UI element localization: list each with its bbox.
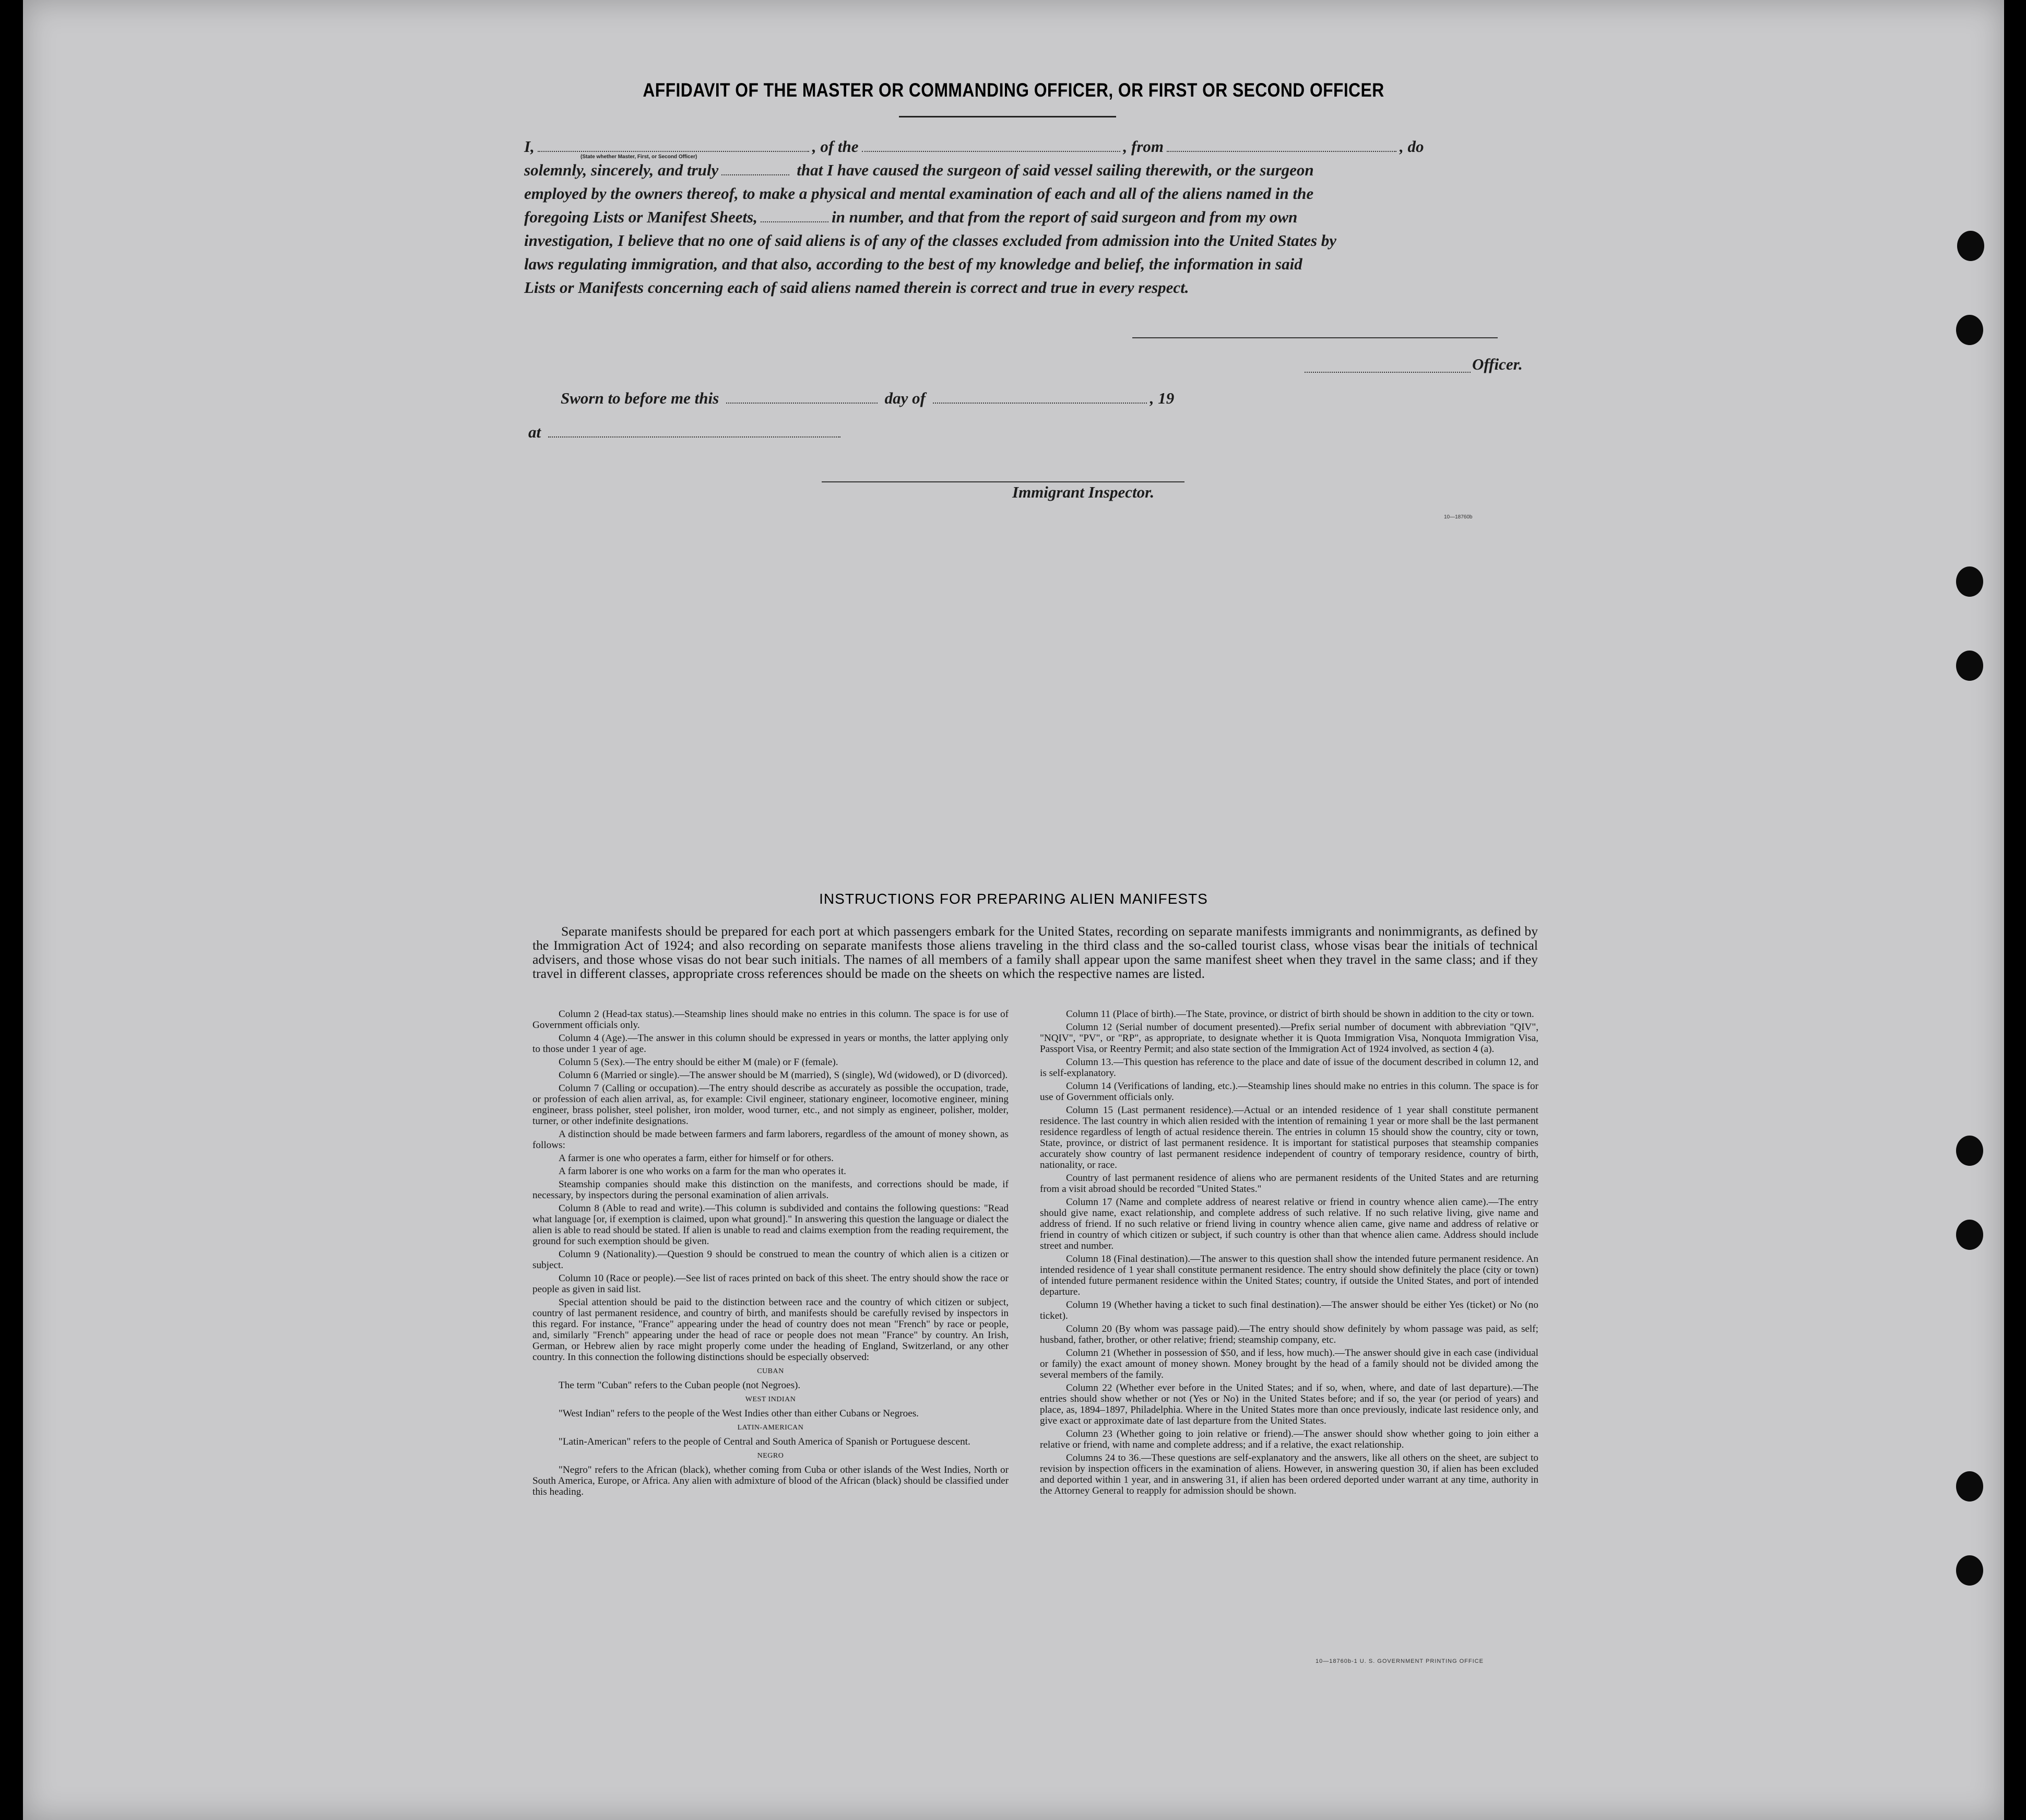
punch-hole [1957, 231, 1984, 261]
instruction-paragraph: Column 19 (Whether having a ticket to such final destination).—The answer should be either Yes (ticket) or No (no ticket). [1040, 1299, 1538, 1321]
instructions-title: INSTRUCTIONS FOR PREPARING ALIEN MANIFESTS [819, 891, 1208, 907]
affidavit-line-5 [524, 229, 1537, 252]
sworn-month-field[interactable] [933, 403, 1147, 404]
affidavit-line-3 [524, 182, 1537, 205]
punch-hole [1956, 651, 1983, 681]
instructions-right-column [1040, 1009, 1538, 1498]
punch-hole [1956, 566, 1983, 597]
inspector-signature-line[interactable] [822, 481, 1184, 482]
instruction-paragraph: Column 20 (By whom was passage paid).—The entry should show definitely by whom passage was paid, as self; husband, father, brother, or other relative; friend; steamship company, etc. [1040, 1323, 1538, 1345]
at-place-field[interactable] [548, 436, 840, 438]
instructions-left-column [532, 1009, 1009, 1499]
west-indian-heading: WEST INDIAN [745, 1396, 796, 1403]
vessel-name-field[interactable] [862, 151, 1120, 152]
instruction-paragraph: Steamship companies should make this distinction on the manifests, and corrections should be made, if necessary, by inspectors during the personal examination of alien arrivals. [532, 1179, 1009, 1201]
punch-hole [1956, 1471, 1983, 1502]
form-code: 10—18760b [1444, 514, 1473, 520]
affidavit-line-6 [524, 252, 1537, 276]
punch-hole [1956, 1136, 1983, 1166]
instruction-paragraph: Columns 24 to 36.—These questions are self-explanatory and the answers, like all others on the sheet, are subject to revision by inspection officers in the examination of aliens. However, in answering question 30, if alien has been excluded and deported within 1 year, and in answering 31, if alien has been ordered deported under warrant at any time, authority in the Attorney General to reapply for admission should be shown. [1040, 1452, 1538, 1496]
affidavit-text: that I have caused the surgeon of said vessel sailing therewith, or the surgeon [797, 161, 1314, 179]
affidavit-line-2 [524, 158, 1537, 182]
instruction-paragraph: Column 2 (Head-tax status).—Steamship lines should make no entries in this column. The space is for use of Government officials only. [532, 1009, 1009, 1031]
instruction-paragraph: Column 8 (Able to read and write).—This column is subdivided and contains the following questions: "Read what language [or, if exemption is claimed, upon what ground]." In answering this question the language or dialect the alien is able to read should be stated. If alien is unable to read and claims exemption from the reading requirement, the ground for such exemption should be given. [532, 1203, 1009, 1247]
instruction-paragraph: Column 5 (Sex).—The entry should be either M (male) or F (female). [559, 1057, 838, 1068]
at-label: at [528, 423, 541, 441]
instruction-paragraph: Country of last permanent residence of aliens who are permanent residents of the United States and are returning from a visit abroad should be recorded "United States." [1040, 1173, 1538, 1195]
affidavit-text: in number, and that from the report of said surgeon and from my own [831, 208, 1298, 226]
document-page [23, 0, 2004, 1820]
sworn-year: , 19 [1150, 389, 1175, 407]
sworn-line [561, 389, 1174, 408]
instruction-paragraph: Column 18 (Final destination).—The answer to this question shall show the intended future permanent residence. An intended residence of 1 year shall constitute permanent residence. The entry should show definitely the place (city or town) of intended future permanent residence within the United States; country, if outside the United States, and port of intended departure. [1040, 1254, 1538, 1297]
instruction-paragraph: Column 7 (Calling or occupation).—The entry should describe as accurately as possible the occupation, trade, or profession of each alien arrival, as, for example: Civil engineer, stationary engineer, locomotive engineer, mining engineer, brass polisher, steel polisher, iron molder, wood turner, etc., and not simply as engineer, polisher, molder, turner, or other indefinite designations. [532, 1083, 1009, 1127]
rank-note: (State whether Master, First, or Second Officer) [580, 154, 697, 160]
instruction-paragraph: Column 22 (Whether ever before in the United States; and if so, when, where, and date of last departure).—The entries should show whether or not (Yes or No) in the United States before; and if so, the year (or period of years) and place, as, 1894–1897, Philadelphia. Where in the United States more than once previously, indicate last residence only, and give exact or approximate date of last departure from the United States. [1040, 1382, 1538, 1426]
sworn-day-field[interactable] [726, 403, 878, 404]
instruction-paragraph: Column 4 (Age).—The answer in this column should be expressed in years or months, the latter applying only to those under 1 year of age. [532, 1033, 1009, 1055]
affidavit-text: Lists or Manifests concerning each of said aliens named therein is correct and true in every respect. [524, 278, 1189, 297]
signature-line[interactable] [1132, 337, 1498, 338]
affidavit-line-7 [524, 276, 1537, 299]
instruction-paragraph: A farm laborer is one who works on a farm for the man who operates it. [559, 1166, 846, 1177]
latin-american-paragraph: "Latin-American" refers to the people of Central and South America of Spanish or Portuguese descent. [559, 1436, 970, 1447]
cuban-paragraph: The term "Cuban" refers to the Cuban people (not Negroes). [559, 1380, 801, 1391]
affidavit-line-4 [524, 205, 1537, 229]
affidavit-title: AFFIDAVIT OF THE MASTER OR COMMANDING OFFICER, OR FIRST OR SECOND OFFICER [643, 79, 1384, 101]
printing-office-code: 10—18760b-1 U. S. GOVERNMENT PRINTING OFFICE [1316, 1658, 1484, 1664]
affidavit-i: I, [524, 137, 535, 156]
instruction-paragraph: Special attention should be paid to the distinction between race and the country of which citizen or subject, country of last permanent residence, and country of birth, and manifests should be carefully revised by inspectors in this regard. For instance, "France" appearing under the head of country does not mean "French" by race or people, and, similarly "French" appearing under the head of race or people does not mean "France" by country. An Irish, German, or Hebrew alien by race might properly come under the heading of England, Switzerland, or any other country. In this connection the following distinctions should be especially observed: [532, 1297, 1009, 1363]
officer-line[interactable] [1305, 371, 1471, 373]
negro-paragraph: "Negro" refers to the African (black), whether coming from Cuba or other islands of the West Indies, North or South America, Europe, or Africa. Any alien with admixture of blood of the African (black) should be classified under this heading. [532, 1464, 1009, 1497]
instruction-paragraph: Column 15 (Last permanent residence).—Actual or an intended residence of 1 year shall constitute permanent residence. The last country in which alien resided with the intention of remaining 1 year or more shall be the last permanent residence regardless of length of actual residence therein. The entries in column 15 should show the country, city or town, State, province, or district of last permanent residence. It is important for statistical purposes that steamship companies accurately show country of last permanent residence independent of country of temporary residence, country of birth, nationality, or race. [1040, 1105, 1538, 1171]
instruction-paragraph: Column 9 (Nationality).—Question 9 should be construed to mean the country of which alien is a citizen or subject. [532, 1249, 1009, 1271]
instruction-paragraph: Column 14 (Verifications of landing, etc.).—Steamship lines should make no entries in this column. The space is for use of Government officials only. [1040, 1081, 1538, 1103]
affidavit-of-the: , of the [812, 137, 859, 156]
punch-hole [1956, 1220, 1983, 1250]
affidavit-text: investigation, I believe that no one of said aliens is of any of the classes excluded from admission into the United States by [524, 231, 1337, 250]
instruction-paragraph: Column 11 (Place of birth).—The State, province, or district of birth should be shown in addition to the city or town. [1066, 1009, 1534, 1020]
oath-field[interactable] [721, 174, 789, 175]
affidavit-text: laws regulating immigration, and that also, according to the best of my knowledge and belief, the information in said [524, 255, 1302, 273]
instruction-paragraph: Column 23 (Whether going to join relative or friend).—The answer should show whether going to join either a relative or friend, with name and complete address; and if a relative, the exact relationship. [1040, 1428, 1538, 1450]
inspector-label: Immigrant Inspector. [1012, 483, 1155, 501]
affidavit-text: foregoing Lists or Manifest Sheets, [524, 208, 757, 226]
instruction-paragraph: Column 6 (Married or single).—The answer should be M (married), S (single), Wd (widowed), or D (divorced). [559, 1070, 1008, 1081]
sworn-day-of: day of [884, 389, 926, 407]
title-rule [899, 116, 1116, 117]
port-field[interactable] [1167, 151, 1396, 152]
affidavit-text: solemnly, sincerely, and truly [524, 161, 719, 179]
officer-label: Officer. [1472, 355, 1523, 373]
sheet-count-field[interactable] [761, 221, 828, 222]
negro-heading: NEGRO [757, 1452, 784, 1460]
instruction-paragraph: Column 12 (Serial number of document presented).—Prefix serial number of document with abbreviation "QIV", "NQIV", "PV", or "RP", as appropriate, to designate whether it is Quota Immigration Visa, Nonquota Immigration Visa, Passport Visa, or Reentry Permit; and also state section of the Immigration Act of 1924 involved, as section 4 (a). [1040, 1022, 1538, 1055]
affidavit-from: , from [1123, 137, 1164, 156]
affidavit-do: , do [1400, 137, 1424, 156]
cuban-heading: CUBAN [757, 1367, 784, 1375]
instruction-paragraph: Column 13.—This question has reference to the place and date of issue of the document described in column 12, and is self-explanatory. [1040, 1057, 1538, 1079]
latin-american-heading: LATIN-AMERICAN [737, 1424, 804, 1432]
sworn-text: Sworn to before me this [561, 389, 719, 407]
instruction-paragraph: A farmer is one who operates a farm, either for himself or for others. [559, 1153, 834, 1164]
instruction-paragraph: Column 10 (Race or people).—See list of races printed on back of this sheet. The entry should show the race or people as given in said list. [532, 1273, 1009, 1295]
instruction-paragraph: A distinction should be made between farmers and farm laborers, regardless of the amount of money shown, as follows: [532, 1129, 1009, 1151]
affidavit-text: employed by the owners thereof, to make a physical and mental examination of each and all of the aliens named in the [524, 184, 1314, 203]
officer-rank-field[interactable] [538, 151, 809, 152]
punch-hole [1956, 315, 1983, 345]
west-indian-paragraph: "West Indian" refers to the people of the West Indies other than either Cubans or Negroes. [559, 1408, 919, 1419]
at-line [528, 423, 844, 442]
instruction-paragraph: Column 21 (Whether in possession of $50, and if less, how much).—The answer should give in each case (individual or family) the exact amount of money shown. Money brought by the head of a family should not be divided among the several members of the family. [1040, 1348, 1538, 1380]
instructions-intro [532, 924, 1538, 980]
instruction-paragraph: Column 17 (Name and complete address of nearest relative or friend in country whence alien came).—The entry should give name, exact relationship, and complete address of such relative. If no such relative living, give name and address of friend. If no such relative or friend living in country whence alien came, give name and address of relative or friend in country of which citizen or subject, if such country is other than that whence alien came. Address should include street and number. [1040, 1197, 1538, 1251]
punch-hole [1956, 1555, 1983, 1586]
intro-paragraph: Separate manifests should be prepared for each port at which passengers embark for the United States, recording on separate manifests immigrants and nonimmigrants, as defined by the Immigration Act of 1924; and also recording on separate manifests those aliens traveling in the third class and the so-called tourist class, whose visas bear the initials of technical advisers, and those whose visas do not bear such initials. The names of all members of a family shall appear upon the same manifest sheet when they travel in the same class; and if they travel in different classes, appropriate cross references should be made on the sheets on which the respective names are listed. [532, 924, 1538, 981]
